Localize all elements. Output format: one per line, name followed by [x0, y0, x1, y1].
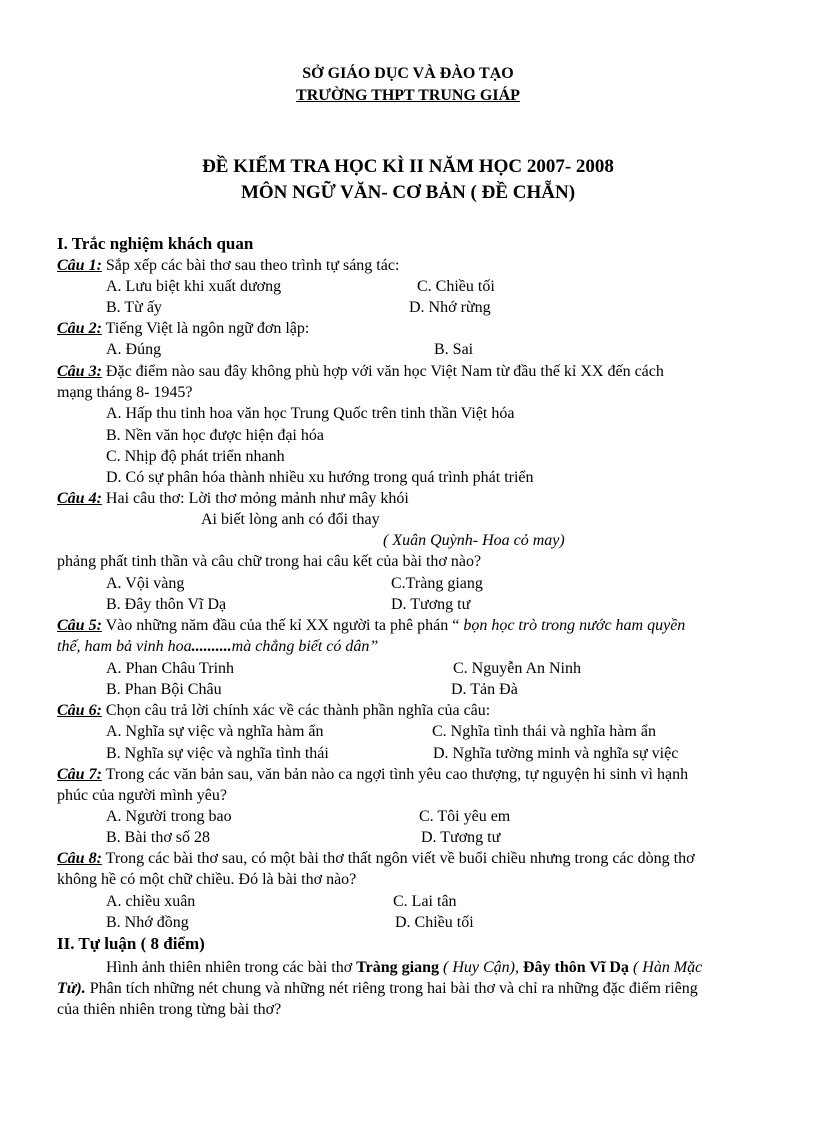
option-b: B. Phan Bội Châu	[106, 681, 222, 698]
essay-text: Phân tích những nét chung và những nét riêng trong hai bài thơ và chỉ ra những đặc điểm riêng	[85, 980, 698, 997]
option-d: D. Tương tư	[391, 596, 471, 613]
poem-author: Tử).	[57, 980, 86, 997]
section1-heading: I. Trắc nghiệm khách quan	[57, 234, 254, 253]
option-d: D. Chiều tối	[395, 914, 474, 931]
option-d: D. Tương tư	[421, 829, 501, 846]
question-label: Câu 3:	[57, 363, 102, 380]
school-name: TRƯỜNG THPT TRUNG GIÁP	[296, 87, 520, 104]
quote-text: thế, ham bả vinh hoa	[57, 638, 192, 655]
option-a: A. chiều xuân	[106, 893, 196, 910]
option-b: B. Nền văn học được hiện đại hóa	[106, 427, 324, 444]
question-label: Câu 1:	[57, 257, 102, 274]
option-c: C. Nhịp độ phát triển nhanh	[106, 448, 285, 465]
option-a: A. Phan Châu Trinh	[106, 660, 235, 677]
option-d: D. Tản Đà	[451, 681, 518, 698]
question-3	[57, 361, 664, 382]
verse-source: ( Xuân Quỳnh- Hoa cỏ may)	[383, 532, 565, 549]
exam-subtitle: MÔN NGỮ VĂN- CƠ BẢN ( ĐỀ CHẴN)	[240, 182, 576, 203]
question-8-cont: không hề có một chữ chiều. Đó là bài thơ nào?	[57, 871, 357, 888]
question-text: Hai câu thơ: Lời thơ mỏng mảnh như mây khói	[101, 490, 409, 507]
option-d: D. Nghĩa tường minh và nghĩa sự việc	[433, 745, 679, 762]
question-text: Chọn câu trả lời chính xác về các thành phần nghĩa của câu:	[101, 702, 491, 719]
option-a: A. Đúng	[106, 341, 162, 358]
question-label: Câu 5:	[57, 617, 102, 634]
option-d: D. Có sự phân hóa thành nhiều xu hướng trong quá trình phát triển	[106, 469, 534, 486]
section2-heading: II. Tự luận ( 8 điểm)	[57, 934, 205, 953]
question-text: Trong các văn bản sau, văn bản nào ca ngợi tình yêu cao thượng, tự nguyện hi sinh vì hạnh	[101, 766, 689, 783]
option-b: B. Đây thôn Vĩ Dạ	[106, 596, 227, 613]
option-a: A. Vội vàng	[106, 575, 185, 592]
department-heading: SỞ GIÁO DỤC VÀ ĐÀO TẠO	[302, 65, 514, 82]
option-c: C. Tôi yêu em	[419, 808, 511, 825]
question-text: Vào những năm đầu của thế kỉ XX người ta phê phán “	[101, 617, 460, 634]
question-5-cont	[57, 636, 378, 657]
quote-ellipsis: ..........	[191, 638, 232, 655]
question-7-cont: phúc của người mình yêu?	[57, 787, 227, 804]
poem-title: Tràng giang	[356, 959, 439, 976]
question-3-cont: mạng tháng 8- 1945?	[57, 384, 193, 401]
option-c: C. Lai tân	[393, 893, 457, 910]
question-4-cont: phảng phất tinh thần và câu chữ trong hai câu kết của bài thơ nào?	[57, 553, 482, 570]
essay-line-3: của thiên nhiên trong từng bài thơ?	[57, 1001, 282, 1018]
option-a: A. Người trong bao	[106, 808, 232, 825]
poem-author: ( Huy Cận),	[439, 959, 519, 976]
option-c: C.Tràng giang	[391, 575, 483, 592]
question-1	[57, 255, 399, 276]
question-label: Câu 4:	[57, 490, 102, 507]
verse-line-2: Ai biết lòng anh có đổi thay	[201, 511, 380, 528]
option-b: B. Từ ấy	[106, 299, 162, 316]
option-a: A. Nghĩa sự việc và nghĩa hàm ẩn	[106, 723, 324, 740]
question-text: Sắp xếp các bài thơ sau theo trình tự sáng tác:	[101, 257, 400, 274]
option-a: A. Lưu biệt khi xuất dương	[106, 278, 282, 295]
essay-line-2	[57, 978, 698, 999]
option-b: B. Nghĩa sự việc và nghĩa tình thái	[106, 745, 329, 762]
essay-text: Hình ảnh thiên nhiên trong các bài thơ	[106, 959, 357, 976]
option-c: C. Nguyễn An Ninh	[453, 660, 581, 677]
poem-title: Đây thôn Vĩ Dạ	[522, 959, 629, 976]
question-4	[57, 488, 409, 509]
question-label: Câu 2:	[57, 320, 102, 337]
question-7	[57, 764, 688, 785]
question-text: Tiếng Việt là ngôn ngữ đơn lập:	[101, 320, 310, 337]
option-c: C. Nghĩa tình thái và nghĩa hàm ẩn	[432, 723, 656, 740]
question-8	[57, 848, 695, 869]
question-text: Trong các bài thơ sau, có một bài thơ thất ngôn viết về buổi chiều nhưng trong các dòng thơ	[101, 850, 695, 867]
quote-text: mà chẳng biết có dân”	[231, 638, 379, 655]
option-a: A. Hấp thu tinh hoa văn học Trung Quốc trên tinh thần Việt hóa	[106, 405, 515, 422]
exam-title: ĐỀ KIỂM TRA HỌC KÌ II NĂM HỌC 2007- 2008	[202, 156, 614, 177]
option-c: C. Chiều tối	[417, 278, 495, 295]
option-d: D. Nhớ rừng	[409, 299, 491, 316]
question-label: Câu 8:	[57, 850, 102, 867]
option-b: B. Sai	[434, 341, 474, 358]
option-b: B. Bài thơ số 28	[106, 829, 211, 846]
question-label: Câu 6:	[57, 702, 102, 719]
poem-author: ( Hàn Mặc	[628, 959, 703, 976]
essay-line-1	[106, 957, 702, 978]
question-label: Câu 7:	[57, 766, 102, 783]
quote-text: bọn học trò trong nước ham quyền	[459, 617, 686, 634]
question-2	[57, 318, 309, 339]
school-heading	[0, 85, 816, 106]
question-5	[57, 615, 685, 636]
question-text: Đặc điểm nào sau đây không phù hợp với văn học Việt Nam từ đầu thế kỉ XX đến cách	[101, 363, 664, 380]
option-b: B. Nhớ đồng	[106, 914, 189, 931]
question-6	[57, 700, 490, 721]
